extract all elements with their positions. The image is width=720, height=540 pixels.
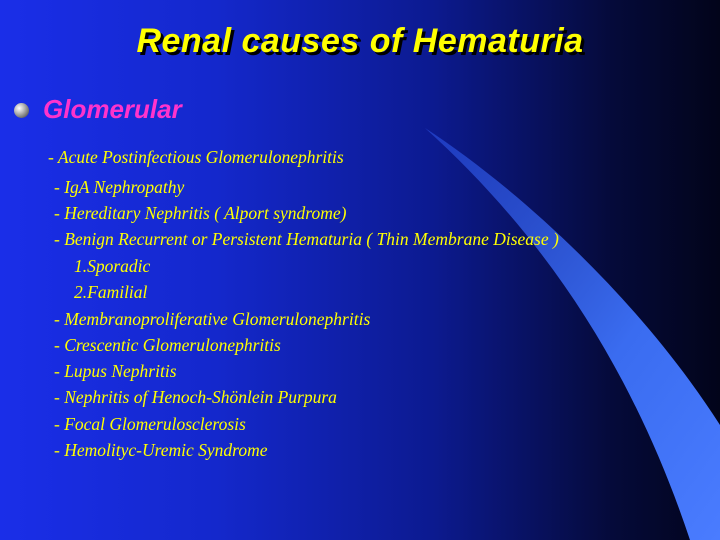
list-item: - Hemolityc-Uremic Syndrome	[54, 440, 268, 460]
list-item: - Membranoproliferative Glomerulonephritis	[54, 309, 371, 329]
list-item: - Hereditary Nephritis ( Alport syndrome)	[54, 203, 347, 223]
list-item: - Nephritis of Henoch-Shönlein Purpura	[54, 387, 337, 407]
list-item: - IgA Nephropathy	[54, 177, 185, 197]
list-item: - Lupus Nephritis	[54, 361, 177, 381]
list-item: - Benign Recurrent or Persistent Hematuria ( Thin Membrane Disease )	[54, 229, 559, 249]
list-item: - Crescentic Glomerulonephritis	[54, 335, 281, 355]
list-item: - Focal Glomerulosclerosis	[54, 414, 246, 434]
slide-title: Renal causes of Hematuria	[136, 22, 584, 60]
section-heading: Glomerular	[43, 94, 182, 124]
list-item: - Acute Postinfectious Glomerulonephritis	[48, 147, 344, 167]
list-item: 2.Familial	[74, 282, 148, 302]
list-item: 1.Sporadic	[74, 256, 151, 276]
